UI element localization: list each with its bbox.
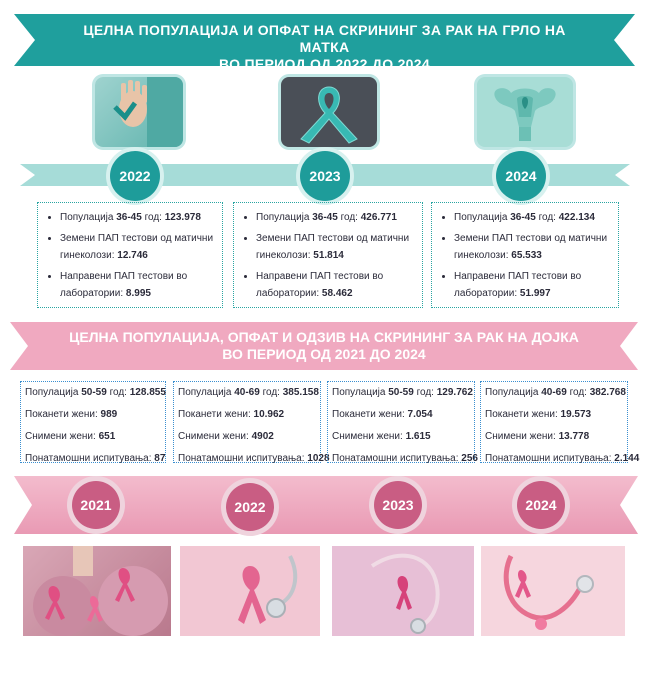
breast-box-2022 bbox=[173, 381, 330, 464]
population-item: • Популација 36-45 год: 123.978 bbox=[60, 209, 214, 226]
breast-year-2024: 2024 bbox=[517, 481, 565, 529]
breast-title-banner bbox=[10, 322, 638, 370]
invited-item: Поканети жени: 989 bbox=[25, 409, 118, 420]
further-item: Понатамошни испитувања: 2.144 bbox=[485, 453, 640, 464]
cervical-box-2023 bbox=[233, 202, 423, 308]
imaged-item: Снимени жени: 13.778 bbox=[485, 431, 590, 442]
breast-title-line2: ВО ПЕРИОД ОД 2021 ДО 2024 bbox=[222, 346, 426, 362]
breast-box-2024 bbox=[480, 381, 640, 464]
population-item: Популација 50-59 год: 129.762 bbox=[332, 387, 473, 398]
hand-photo bbox=[95, 77, 183, 147]
cervical-year-2022: 2022 bbox=[110, 151, 160, 201]
population-item: • Популација 36-45 год: 422.134 bbox=[454, 209, 610, 226]
imaged-item: Снимени жени: 651 bbox=[25, 431, 116, 442]
further-item: Понатамошни испитувања: 87 bbox=[25, 453, 166, 464]
imaged-item: Снимени жени: 4902 bbox=[178, 431, 274, 442]
population-item: • Популација 36-45 год: 426.771 bbox=[256, 209, 414, 226]
cervical-title-banner bbox=[14, 14, 635, 72]
further-item: Понатамошни испитувања: 1028 bbox=[178, 453, 330, 464]
cervical-title-line1: ЦЕЛНА ПОПУЛАЦИЈА И ОПФАТ НА СКРИНИНГ ЗА РАК НА ГРЛО НА МАТКА bbox=[83, 22, 566, 55]
pap-lab-item: • Направени ПАП тестови во лаборатории: 8.995 bbox=[60, 268, 214, 302]
population-item: Популација 40-69 год: 382.768 bbox=[485, 387, 626, 398]
further-item: Понатамошни испитувања: 256 bbox=[332, 453, 478, 464]
ribbon-stethoscope-photo-3 bbox=[481, 546, 625, 636]
pap-gynecologist-item: • Земени ПАП тестови од матични гинеколози: 12.746 bbox=[60, 230, 214, 264]
breast-box-2021 bbox=[20, 381, 166, 463]
breast-year-2023: 2023 bbox=[374, 481, 422, 529]
breast-year-2022: 2022 bbox=[226, 483, 274, 531]
cervical-year-2024: 2024 bbox=[496, 151, 546, 201]
invited-item: Поканети жени: 10.962 bbox=[178, 409, 285, 420]
invited-item: Поканети жени: 19.573 bbox=[485, 409, 592, 420]
breast-year-2021: 2021 bbox=[72, 481, 120, 529]
population-item: Популација 50-59 год: 128.855 bbox=[25, 387, 166, 398]
ribbon-stethoscope-photo-2 bbox=[332, 546, 474, 636]
uterus-illustration bbox=[477, 77, 573, 147]
women-ribbons-photo bbox=[23, 546, 171, 636]
breast-box-2023 bbox=[327, 381, 478, 464]
teal-ribbon-photo bbox=[281, 77, 377, 147]
invited-item: Поканети жени: 7.054 bbox=[332, 409, 433, 420]
ribbon-stethoscope-photo-1 bbox=[180, 546, 320, 636]
imaged-item: Снимени жени: 1.615 bbox=[332, 431, 431, 442]
breast-title-line1: ЦЕЛНА ПОПУЛАЦИЈА, ОПФАТ И ОДЗИВ НА СКРИНИНГ ЗА РАК НА ДОЈКА bbox=[69, 329, 579, 345]
pap-lab-item: • Направени ПАП тестови во лаборатории: 58.462 bbox=[256, 268, 414, 302]
population-item: Популација 40-69 год: 385.158 bbox=[178, 387, 319, 398]
cervical-title-line2: ВО ПЕРИОД ОД 2022 ДО 2024 bbox=[219, 56, 430, 72]
cervical-box-2022 bbox=[37, 202, 223, 308]
pap-gynecologist-item: • Земени ПАП тестови од матични гинеколози: 51.814 bbox=[256, 230, 414, 264]
pap-lab-item: • Направени ПАП тестови во лаборатории: 51.997 bbox=[454, 268, 610, 302]
cervical-box-2024 bbox=[431, 202, 619, 308]
pap-gynecologist-item: • Земени ПАП тестови од матични гинеколози: 65.533 bbox=[454, 230, 610, 264]
cervical-year-2023: 2023 bbox=[300, 151, 350, 201]
